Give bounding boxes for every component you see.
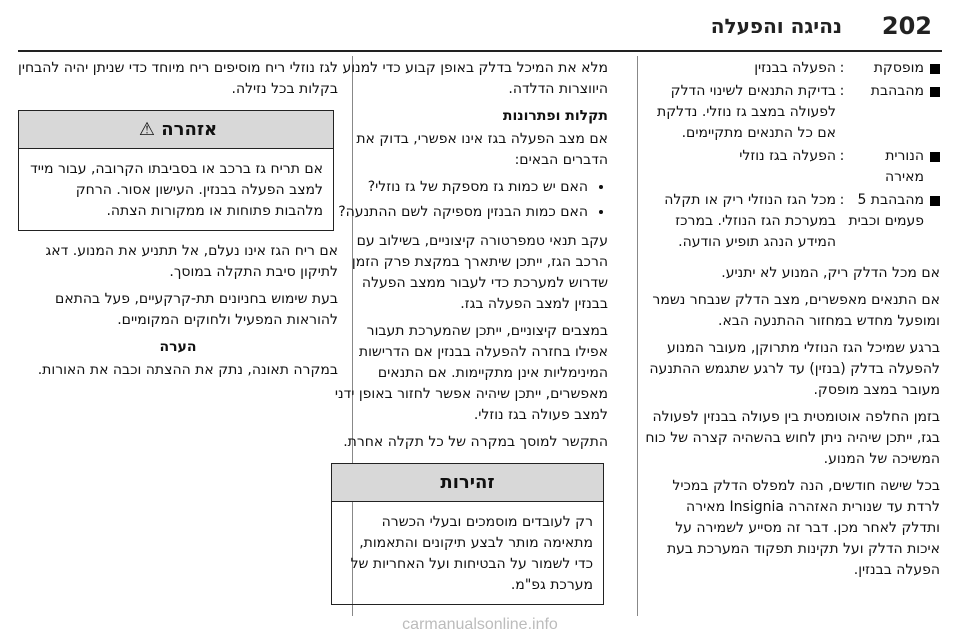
warning-box-body: אם תריח גז ברכב או בסביבתו הקרובה, עבור מייד למצב הפעלה בבנזין. העישון אסור. הרחק מלהבות פתוחות או ממקורות הצתה. — [30, 161, 323, 219]
led-status-list — [644, 58, 940, 253]
body-paragraph: אם מכל הדלק ריק, המנוע לא יתניע. — [721, 265, 940, 281]
led-status-description: הפעלה בבנזין — [754, 60, 836, 76]
body-paragraph: אם מצב הפעלה בגז אינו אפשרי, בדוק את הדברים הבאים: — [356, 131, 608, 168]
watermark: carmanualsonline.info — [402, 616, 558, 633]
led-status-item: מהבהבת : בדיקת התנאים לשינוי הדלק לפעולה במצב גז נוזלי. נדלקת אם כל התנאים מתקיימים. — [644, 81, 940, 144]
section-heading-faults: תקלות ופתרונות — [502, 108, 608, 124]
warning-box — [18, 110, 334, 231]
body-paragraph: אם ריח הגז אינו נעלם, אל תתניע את המנוע. דאג לתיקון סיבת התקלה במוסך. — [45, 243, 338, 280]
caution-box-title: זהירות — [332, 464, 603, 502]
warning-box-title: אזהרה — [161, 119, 218, 140]
caution-box-body: רק לעובדים מוסמכים ובעלי הכשרה מתאימה מותר לבצע תיקונים והתאמות, כדי לשמור על הבטיחות ועל האחריות של מערכת גפ"מ. — [350, 514, 593, 593]
note-body: במקרה תאונה, נתק את ההצתה וכבה את האורות. — [37, 362, 338, 378]
square-bullet-icon — [930, 87, 940, 97]
led-status-description: מכל הגז הנוזלי ריק או תקלה במערכת הגז הנוזלי. במרכז המידע הנהג תופיע הודעה. — [664, 192, 836, 250]
body-paragraph: אם התנאים מאפשרים, מצב הדלק שנבחר נשמר ומופעל מחדש במחזור ההתנעה הבא. — [652, 292, 940, 329]
warning-box-header — [19, 111, 333, 149]
led-status-term: מהבהבת — [870, 83, 924, 99]
column-divider-right — [637, 56, 638, 616]
page-header — [0, 0, 960, 52]
body-paragraph: ברגע שמיכל הגז הנוזלי מתרוקן, מעובר המנוע להפעלה בדלק (בנזין) עד לרגע שתגמש ההתנעה מעובר במצב מופסק. — [649, 340, 940, 398]
left-column — [18, 58, 338, 387]
list-item: • האם יש כמות גז מספקת של גז נוזלי? — [331, 177, 588, 198]
led-status-description: בדיקת התנאים לשינוי הדלק לפעולה במצב גז נוזלי. נדלקת אם כל התנאים מתקיימים. — [657, 83, 836, 141]
led-status-term: מהבהבת 5 פעמים וכבית — [848, 192, 924, 229]
right-column — [644, 58, 940, 587]
body-paragraph: בעת שימוש בחניונים תת-קרקעיים, פעל בהתאם להוראות המפעיל ולחוקים המקומיים. — [55, 291, 338, 328]
note-heading: הערה — [159, 339, 197, 355]
body-paragraph: התקשר למוסך במקרה של כל תקלה אחרת. — [343, 434, 608, 450]
body-paragraph: לגז נוזלי ריח מוסיפים ריח מיוחד כדי שניתן יהיה להבחין בקלות בכל נזילה. — [18, 60, 338, 97]
led-status-item: מהבהבת 5 פעמים וכבית : מכל הגז הנוזלי ריק או תקלה במערכת הגז הנוזלי. במרכז המידע הנהג תופיע הודעה. — [644, 190, 940, 253]
chapter-title: נהיגה והפעלה — [710, 14, 842, 38]
body-paragraph: עקב תנאי טמפרטורה קיצוניים, בשילוב עם הרכב הגז, ייתכן שיתארך במקצת פרק הזמן שדרוש למערכת כדי לעבור ממצב הפעלה בבנזין למצב הפעלה בגז. — [351, 233, 608, 312]
led-status-term: מופסקת — [873, 60, 924, 76]
page-number: 202 — [881, 12, 932, 40]
led-status-term: הנורית מאירה — [884, 148, 924, 185]
square-bullet-icon — [930, 152, 940, 162]
square-bullet-icon — [930, 64, 940, 74]
body-paragraph: בכל שישה חודשים, הנה למפלס הדלק במכיל לרדת עד שנורית האזהרה Insignia מאירה ותדלק לאחר מכן. דבר זה מסייע לשמירה על איכות הדלק ועל תקינות תפקוד המערכת בעת הפעלה בבנזין. — [666, 478, 940, 578]
body-paragraph: מלא את המיכל בדלק באופן קבוע כדי למנוע היווצרות הדלדה. — [342, 60, 608, 97]
warning-triangle-icon: ⚠ — [138, 119, 155, 140]
led-status-description: הפעלה בגז נוזלי — [739, 148, 836, 164]
list-item: • האם כמות הבנזין מספיקה לשם ההתנעה? — [331, 202, 588, 223]
caution-box — [331, 463, 604, 605]
led-status-item: הנורית מאירה : הפעלה בגז נוזלי — [644, 146, 940, 188]
square-bullet-icon — [930, 196, 940, 206]
middle-column — [331, 58, 608, 615]
header-divider — [18, 50, 942, 52]
body-paragraph: בזמן החלפה אוטומטית בין פעולה בבנזין לפעולה בגז, ייתכן שיהיה ניתן לחוש בהשהיה קצרה של כוח המשיכה של המנוע. — [645, 409, 940, 467]
fault-checklist — [331, 177, 608, 223]
led-status-item: מופסקת : הפעלה בבנזין — [644, 58, 940, 79]
body-paragraph: במצבים קיצוניים, ייתכן שהמערכת תעבור אפילו בחזרה להפעלה בבנזין אם הדרישות המינימליות אינן מתקיימות. אם התנאים מאפשרים, ייתכן שיהיה אפשר לחזור באופן ידני למצב פעולה בגז נוזלי. — [334, 323, 608, 423]
